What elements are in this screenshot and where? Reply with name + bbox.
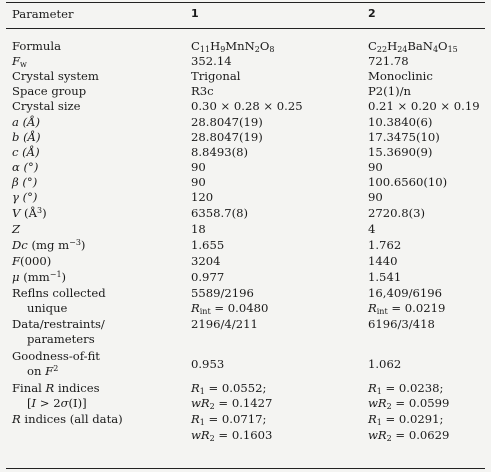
row-label: β (°): [12, 175, 38, 189]
row-label: γ (°): [12, 190, 38, 204]
row-label: Z: [12, 222, 21, 236]
rint-compound-1: $R_{int} = 0.0480$: [191, 301, 269, 316]
value-compound-2: 100.6560(10): [368, 175, 448, 189]
value-compound-1: R3c: [191, 84, 214, 98]
value-compound-2: 1.062: [368, 357, 402, 371]
header-compound-2: 2: [368, 7, 376, 20]
value-compound-1: 90: [191, 160, 206, 174]
value-compound-2: 10.3840(6): [368, 115, 433, 129]
wr2-all-compound-2: $wR_2 = 0.0629$: [368, 428, 450, 443]
row-label: Formula: [12, 39, 62, 53]
row-label: Goodness-of-fit: [12, 349, 100, 363]
row-label-f000: F(000): [12, 254, 52, 268]
row-label-volume: V $(Å^3)$: [12, 206, 47, 220]
value-compound-1: 28.8047(19): [191, 130, 263, 144]
row-label: Crystal system: [12, 69, 99, 83]
value-compound-1: 6358.7(8): [191, 206, 248, 220]
value-compound-2: 1.541: [368, 270, 402, 284]
value-compound-1: 90: [191, 175, 206, 189]
value-compound-1: 3204: [191, 254, 221, 268]
r1-all-compound-1: $R_1 = 0.0717$;: [191, 412, 267, 427]
row-label-final-r: Final R indices: [12, 381, 100, 395]
value-compound-1: 0.953: [191, 357, 225, 371]
value-compound-2: 4: [368, 222, 376, 236]
value-compound-2: 1.762: [368, 238, 402, 252]
table-top-rule: [6, 2, 485, 3]
value-compound-1: 18: [191, 222, 206, 236]
value-compound-1: 2196/4/211: [191, 317, 258, 331]
row-label: Data/restraints/: [12, 317, 105, 331]
value-compound-1: 0.30 × 0.28 × 0.25: [191, 99, 303, 113]
row-label-fw: $F_w$: [12, 54, 27, 69]
value-compound-2: 1440: [368, 254, 398, 268]
value-compound-1: 5589/2196: [191, 286, 254, 300]
row-label-sub: parameters: [27, 332, 95, 346]
value-compound-2: 90: [368, 160, 383, 174]
row-label: Crystal size: [12, 99, 81, 113]
value-compound-2: 17.3475(10): [368, 130, 440, 144]
row-label: b (Å): [12, 130, 41, 144]
value-compound-1: 120: [191, 190, 214, 204]
value-compound-1: 352.14: [191, 54, 232, 68]
value-compound-1: 8.8493(8): [191, 145, 248, 159]
formula-compound-2: $C_{22}H_{24}BaN_4O_{15}$: [368, 39, 458, 54]
header-compound-1: 1: [191, 7, 199, 20]
value-compound-2: 90: [368, 190, 383, 204]
r1-compound-2: $R_1 = 0.0238$;: [368, 381, 444, 396]
row-label-sub: [I > 2σ(I)]: [27, 396, 87, 410]
wr2-compound-2: $wR_2 = 0.0599$: [368, 396, 450, 411]
r1-all-compound-2: $R_1 = 0.0291$;: [368, 412, 444, 427]
value-compound-2: 0.21 × 0.20 × 0.19: [368, 99, 480, 113]
row-label: α (°): [12, 160, 39, 174]
row-label-sub: unique: [27, 301, 68, 315]
value-compound-1: Trigonal: [191, 69, 241, 83]
value-compound-1: 28.8047(19): [191, 115, 263, 129]
row-label-mu: μ $(mm^{-1})$: [12, 270, 67, 284]
value-compound-2: 6196/3/418: [368, 317, 435, 331]
row-label: Space group: [12, 84, 87, 98]
row-label-density: Dc (mg $m^{-3}$): [12, 238, 86, 252]
value-compound-1: 0.977: [191, 270, 225, 284]
value-compound-2: Monoclinic: [368, 69, 433, 83]
row-label-r-all: R indices (all data): [12, 412, 123, 426]
r1-compound-1: $R_1 = 0.0552$;: [191, 381, 267, 396]
value-compound-1: 1.655: [191, 238, 225, 252]
value-compound-2: 721.78: [368, 54, 409, 68]
formula-compound-1: $C_{11}H_9MnN_2O_8$: [191, 39, 275, 54]
row-label: c (Å): [12, 145, 40, 159]
header-parameter: Parameter: [12, 7, 74, 21]
value-compound-2: 16,409/6196: [368, 286, 442, 300]
rint-compound-2: $R_{int} = 0.0219$: [368, 301, 446, 316]
row-label-sub: on $F^2$: [27, 364, 59, 378]
table-header-rule: [6, 28, 485, 29]
table-bottom-rule: [6, 468, 485, 469]
wr2-all-compound-1: $wR_2 = 0.1603$: [191, 428, 273, 443]
value-compound-2: P2(1)/n: [368, 84, 411, 98]
wr2-compound-1: $wR_2 = 0.1427$: [191, 396, 273, 411]
value-compound-2: 2720.8(3): [368, 206, 425, 220]
value-compound-2: 15.3690(9): [368, 145, 433, 159]
row-label: Reflns collected: [12, 286, 106, 300]
row-label: a (Å): [12, 115, 41, 129]
